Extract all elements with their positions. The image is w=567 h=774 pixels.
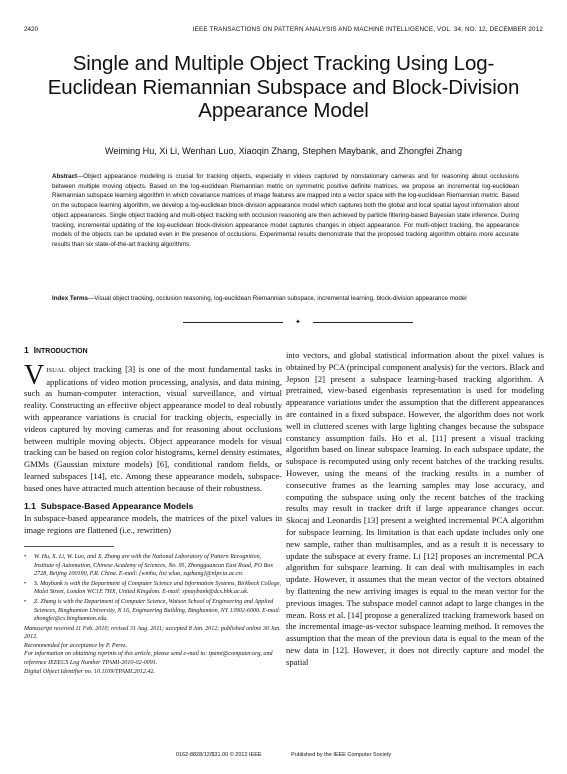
smallcaps-word: ISUAL — [46, 366, 66, 374]
subsection-number: 1.1 — [24, 500, 36, 511]
manuscript-received: Manuscript received 11 Feb. 2010; revised 31 Aug. 2011; accepted 8 Jan. 2012; published online 30 Jan. 2012. — [24, 625, 281, 641]
page-number: 2420 — [24, 26, 39, 33]
index-terms — [52, 294, 519, 304]
abstract-text: —Object appearance modeling is crucial for tracking objects, especially in videos captured by nonstationary cameras and for reasoning about occlusions between multiple moving objects. Based on the log-euclidean Riemannian metric on symmetric positive definite matrices, we propose an incremental log-euclidean Riemannian subspace learning algorithm in which covariance matrices of image features are mapped into a vector space with the log-euclidean Riemannian metric. Based on the subspace learning algorithm, we develop a log-euclidean block-division appearance model which captures both the global and local spatial layout information about object appearances. Single object tracking and multi-object tracking with occlusion reasoning are then achieved by particle filtering-based Bayesian state inference. During tracking, incremental updating of the log-euclidean block-division appearance model captures changes in object appearance. For multi-object tracking, the appearance models of the objects can be updated even in the presence of occlusions. Experimental results demonstrate that the proposed tracking algorithm obtains more accurate results than six state-of-the-art tracking algorithms. — [52, 173, 519, 248]
index-terms-label: Index Terms — [52, 295, 88, 302]
abstract-label: Abstract — [52, 173, 78, 180]
abstract — [52, 172, 519, 250]
reprints-info: For information on obtaining reprints of this article, please send e-mail to: tpami@computer.org, and reference IEEECS Log Number TPAMI-2010-02-0091. — [24, 651, 273, 667]
section-divider — [183, 318, 413, 326]
divider-line-left — [183, 322, 283, 323]
section-title-rest: NTRODUCTION — [35, 348, 88, 355]
bullet-icon: • — [24, 553, 27, 560]
doi: Digital Object Identifier no. 10.1109/TPAMI.2012.42. — [24, 668, 155, 675]
affiliation-footnote: • S. Maybank is with the Department of Computer Science and Information Systems, Birkbeck College, Malet Street, London WC1E 7HX, United Kingdom. E-mail: sjmaybank@dcs.bbk.ac.uk. — [24, 580, 282, 596]
divider-diamond-icon: ✦ — [295, 318, 301, 326]
index-terms-text: —Visual object tracking, occlusion reasoning, log-euclidean Riemannian subspace, incremental learning, block-division appearance model — [88, 295, 467, 302]
drop-cap: V — [24, 359, 45, 391]
recommended-by: Recommended for acceptance by P. Perez. — [24, 642, 128, 649]
publisher-notice: Published by the IEEE Computer Society — [291, 752, 392, 758]
paper-title: Single and Multiple Object Tracking Using Log-Euclidean Riemannian Subspace and Block-Division Appearance Model — [47, 52, 520, 122]
right-column — [286, 350, 544, 669]
right-column-text: into vectors, and global statistical information about the pixel values is obtained by PCA (principal component analysis) for the vectors. Black and Jepson [2] present a subspace learning-based tracking algorithm. A pretrained, view-based eigenbasis representation is used for modeling appearance variations under the assumption that the different appearances are contained in a fixed subspace. However, the algorithm does not work well in cluttered scenes with large lighting changes because the subspace constancy assumption fails. Ho et al. [11] present a visual tracking algorithm based on linear subspace learning. In each subspace update, the subspace is recomputed using only recent batches of the tracking results. However, using the means of the tracking results in a number of consecutive frames as the learning samples may lose accuracy, and computing the subspace using only the recent batches of the tracking results may result in tracker drift if large appearance changes occur. Skocaj and Leonardis [13] present a weighted incremental PCA algorithm for subspace learning. Its limitation is that each update includes only one new sample, rather than multisamples, and as a result it is necessary to update the subspace at every frame. Li [12] proposes an incremental PCA algorithm for subspace learning. It can deal with multisamples in each update. However, it assumes that the mean vector of the vectors obtained by flattening the new arriving images is equal to the mean vector for the previous images. The subspace model cannot adapt to large changes in the mean. Ross et al. [14] propose a generalized tracking framework based on the incremental image-as-vector subspace learning method. It removes the assumption that the mean of the previous data is equal to the mean of the new data in [12]. However, it does not directly capture and model the spatial — [286, 350, 544, 667]
affiliation-footnote: • Z. Zhang is with the Department of Computer Science, Watson School of Engineering and Applied Sciences, Binghamton University, N 16, Engineering Building, Binghamton, NY 13902-6000. E-mail: zhongfei@cs.binghamton.edu. — [24, 598, 281, 623]
affiliation-footnote: • W. Hu, X. Li, W. Luo, and X. Zhang are with the National Laboratory of Pattern Recognition, Institute of Automation, Chinese Academy of Sciences, No. 95, Zhongguancun East Road, PO Box 2728, Beijing 100190, P.R. China. E-mail: {wmhu, lixi wluo, xqzhang}@nlpr.ia.ac.cn. — [24, 553, 274, 578]
bullet-icon: • — [24, 598, 27, 605]
section-title-initial: I — [33, 345, 36, 355]
subspace-paragraph: In subspace-based appearance models, the matrices of the pixel values in image regions are flattened (i.e., rewritten) — [24, 513, 282, 536]
journal-header: IEEE TRANSACTIONS ON PATTERN ANALYSIS AND MACHINE INTELLIGENCE, VOL. 34, NO. 12, DECEMBER 2012 — [192, 26, 543, 33]
page-footer — [24, 752, 543, 758]
footnotes — [24, 553, 282, 676]
left-column — [24, 345, 282, 676]
intro-paragraph — [24, 359, 282, 495]
subsection-title: Subspace-Based Appearance Models — [40, 500, 194, 511]
bullet-icon: • — [24, 580, 27, 587]
footnote-rule — [24, 546, 114, 553]
section-number: 1 — [24, 345, 29, 355]
subsection-heading — [24, 501, 282, 513]
intro-text: object tracking [3] is one of the most fundamental tasks in applications of video motion processing, analysis, and data mining, such as human-computer interaction, visual surveillance, and virtual reality. Constructing an effective object appearance model to deal robustly with appearance variations is crucial for tracking objects, especially in videos captured by moving cameras and for reasoning about occlusions between multiple moving objects. Object appearance models for visual tracking can be based on region color histograms, kernel density estimates, GMMs (Gaussian mixture models) [6], conditional random fields, or learned subspaces [14], etc. Among these appearance models, subspace-based ones have attracted much attention because of their robustness. — [24, 363, 282, 493]
running-header — [24, 26, 543, 36]
copyright-notice: 0162-8828/12/$31.00 © 2012 IEEE — [175, 752, 262, 758]
author-list: Weiming Hu, Xi Li, Wenhan Luo, Xiaoqin Zhang, Stephen Maybank, and Zhongfei Zhang — [104, 146, 463, 156]
divider-line-right — [313, 322, 413, 323]
section-heading — [24, 345, 282, 358]
